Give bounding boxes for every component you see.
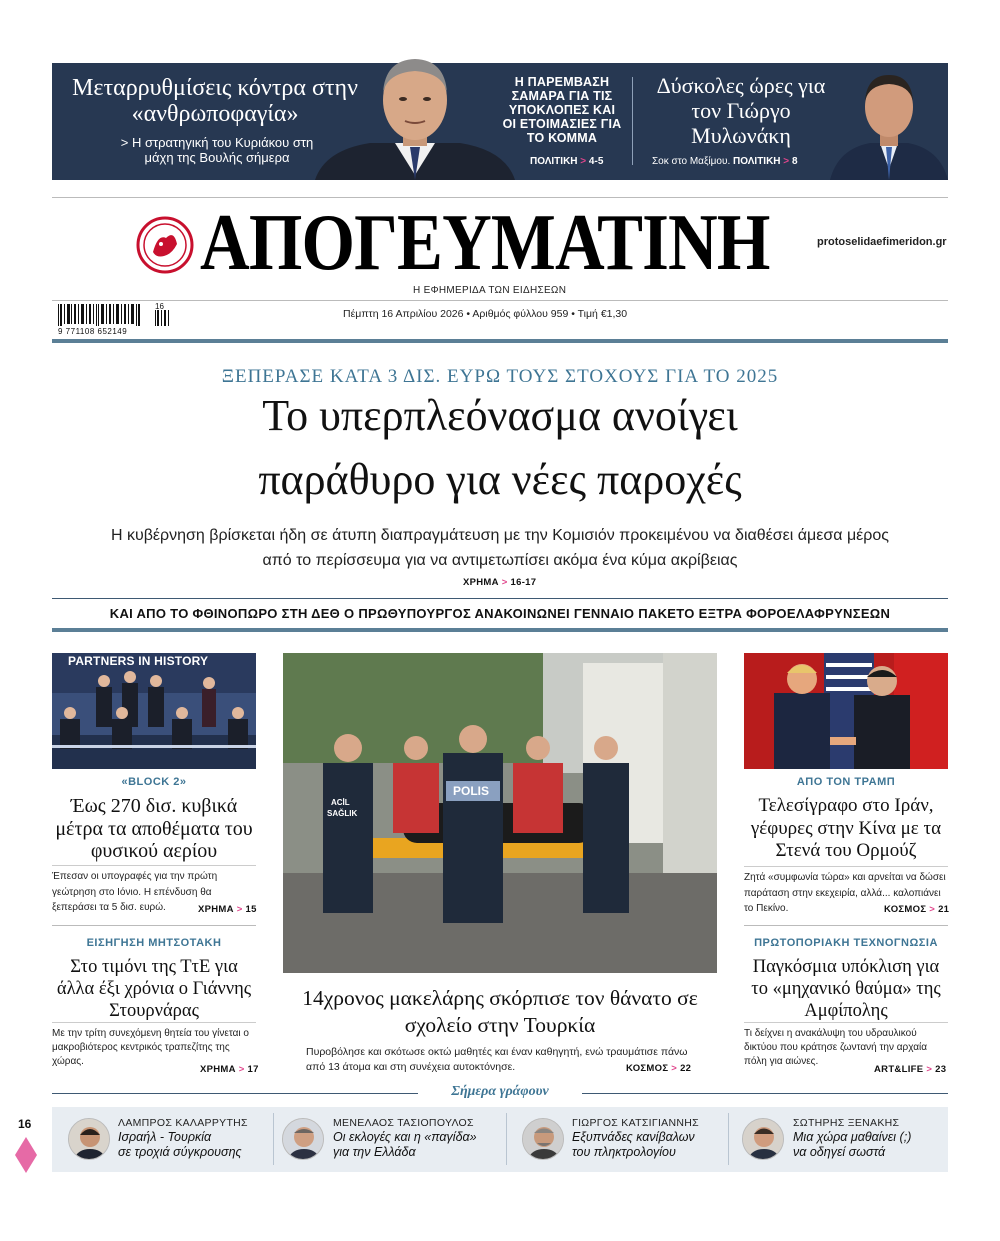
right-story2-body: Τι δείχνει η ανακάλυψη του υδραυλικού δικτύου που κράτησε ζωντανή την αρχαία πόλη για αιώνες. <box>744 1028 927 1067</box>
banner-center-pages: 4-5 <box>588 156 604 167</box>
left-story2-kicker: ΕΙΣΗΓΗΣΗ ΜΗΤΣΟΤΑΚΗ <box>86 937 222 949</box>
signing-photo-caption: PARTNERS IN HISTORY <box>68 654 209 668</box>
left-story2-section: ΧΡΗΜΑ <box>200 1064 236 1075</box>
writer-3-avatar <box>522 1118 564 1160</box>
right-story2-headline[interactable]: Παγκόσμια υπόκλιση για το «μηχανικό θαύμα» της Αμφίπολης <box>751 957 941 1021</box>
barcode-addon: 16 <box>155 302 164 311</box>
signing-photo-image <box>52 653 256 769</box>
left-story1-headline[interactable]: Έως 270 δισ. κυβικά μέτρα τα αποθέματα του φυσικού αερίου <box>55 795 253 862</box>
right-story1-ref[interactable] <box>884 904 949 915</box>
writer-4-title-line2[interactable]: να οδηγεί σωστά <box>793 1145 886 1159</box>
banner-right-arrow: > <box>780 156 792 167</box>
today-label: Σήμερα γράφουν <box>418 1084 582 1104</box>
turkey-school-photo[interactable] <box>283 653 717 973</box>
writer-1-title-line1[interactable]: Ισραήλ - Τουρκία <box>118 1130 212 1144</box>
strap-top-rule <box>52 598 948 599</box>
lead-pages: 16-17 <box>510 577 537 588</box>
banner-divider <box>632 77 633 165</box>
right-divider <box>744 925 948 926</box>
watermark: protoselidaefimeridon.gr <box>817 236 947 248</box>
writer-4-name: ΣΩΤΗΡΗΣ ΞΕΝΑΚΗΣ <box>793 1117 900 1129</box>
left-story2-body: Με την τρίτη συνεχόμενη θητεία του γίνεται ο μακροβιότερος κεντρικός τραπεζίτης της χώρας. <box>52 1028 249 1067</box>
banner-center-arrow: > <box>577 156 589 167</box>
left-story1-body: Έπεσαν οι υπογραφές για την πρώτη γεώτρηση στο Ιόνιο. Η επένδυση θα ξεπεράσει τα 5 δισ. ευρώ. <box>52 871 218 913</box>
right-story2-pages: 23 <box>935 1064 947 1075</box>
trump-xi-photo[interactable] <box>744 653 948 769</box>
center-pages: 22 <box>680 1063 692 1074</box>
writer-2-title-line2[interactable]: για την Ελλάδα <box>333 1145 416 1159</box>
left-story2-arrow: > <box>235 1064 248 1075</box>
right-story1-body: Ζητά «συμφωνία τώρα» και αρνείται να δώσει παράταση στην εκεχειρία, αλλά... καλοπιάνει το Πεκίνο. <box>744 872 946 914</box>
center-ref[interactable] <box>626 1063 691 1074</box>
left-story1-arrow: > <box>233 904 246 915</box>
strap-bottom-rule <box>52 628 948 632</box>
top-banner <box>52 63 948 180</box>
right-story2-arrow: > <box>923 1064 936 1075</box>
center-body: Πυροβόλησε και σκότωσε οκτώ μαθητές και έναν καθηγητή, ενώ τραυμάτισε πάνω από 13 άτομα και στη συνέχεια αυτοκτόνησε. <box>306 1046 688 1073</box>
lead-kicker: ΞΕΠΕΡΑΣΕ ΚΑΤΑ 3 ΔΙΣ. ΕΥΡΩ ΤΟΥΣ ΣΤΟΧΟΥΣ ΓΙΑ ΤΟ 2025 <box>221 366 779 387</box>
banner-right-section: ΠΟΛΙΤΙΚΗ <box>733 156 781 167</box>
photo-vest-polis: POLIS <box>453 784 490 798</box>
lead-top-rule <box>52 339 948 343</box>
writer-2-avatar <box>282 1118 324 1160</box>
right-story1-arrow: > <box>926 904 939 915</box>
lead-deck: Η κυβέρνηση βρίσκεται ήδη σε άτυπη διαπραγμάτευση με την Κομισιόν προκειμένου να διαθέσει άμεσα μέρος από το περίσσευμα για να αντιμετωπίσει ακόμα ένα κύμα ακρίβειας <box>110 527 890 569</box>
left-story1-rule <box>52 865 256 866</box>
right-story1-kicker: ΑΠΟ ΤΟΝ ΤΡΑΜΠ <box>796 776 896 788</box>
writer-1-name: ΛΑΜΠΡΟΣ ΚΑΛΑΡΡΥΤΗΣ <box>118 1117 248 1129</box>
right-story1-rule <box>744 866 948 867</box>
writer-divider <box>728 1113 729 1165</box>
left-divider <box>52 925 256 926</box>
page-number: 16 <box>18 1117 32 1131</box>
masthead-emblem-icon <box>136 216 194 274</box>
lead-section: ΧΡΗΜΑ <box>463 577 499 588</box>
lead-headline-line2[interactable]: παράθυρο για νέες παροχές <box>258 455 742 504</box>
mylonakis-portrait <box>830 69 948 180</box>
barcode-number: 9 771108 652149 <box>58 327 128 336</box>
trump-xi-photo-image <box>744 653 948 769</box>
lead-strap: ΚΑΙ ΑΠΟ ΤΟ ΦΘΙΝΟΠΩΡΟ ΣΤΗ ΔΕΘ Ο ΠΡΩΘΥΠΟΥΡΓΟΣ ΑΝΑΚΟΙΝΩΝΕΙ ΓΕΝΝΑΙΟ ΠΑΚΕΤΟ ΕΞΤΡΑ ΦΟΡΟΕΛΑΦΡΥΝΣΕΩΝ <box>109 606 891 621</box>
banner-left-sub: > Η στρατηγική του Κυριάκου στη μάχη της Βουλής σήμερα <box>120 135 314 165</box>
writer-2-title-line1[interactable]: Οι εκλογές και η «παγίδα» <box>333 1130 477 1144</box>
lead-ref[interactable] <box>463 577 536 588</box>
writer-3-title-line1[interactable]: Εξυπνάδες κανίβαλων <box>572 1130 695 1144</box>
right-story2-section: ART&LIFE <box>874 1064 924 1075</box>
today-strip <box>52 1107 948 1172</box>
writer-1-avatar <box>68 1118 110 1160</box>
right-story2-kicker: ΠΡΩΤΟΠΟΡΙΑΚΗ ΤΕΧΝΟΓΝΩΣΙΑ <box>754 937 938 949</box>
writer-divider <box>273 1113 274 1165</box>
writer-2-name: ΜΕΝΕΛΑΟΣ ΤΑΣΙΟΠΟΥΛΟΣ <box>333 1117 474 1129</box>
banner-right-sub: Σοκ στο Μαξίμου. <box>652 156 731 167</box>
writer-3-name: ΓΙΩΡΓΟΣ ΚΑΤΣΙΓΙΑΝΝΗΣ <box>572 1117 699 1129</box>
left-story2-rule <box>52 1022 256 1023</box>
lead-arrow: > <box>498 577 511 588</box>
banner-center-ref[interactable] <box>530 156 603 167</box>
masthead-title: ΑΠΟΓΕΥΜΑΤΙΝΗ <box>200 199 770 287</box>
right-story2-ref[interactable] <box>874 1064 946 1075</box>
issue-line: Πέμπτη 16 Απριλίου 2026 • Αριθμός φύλλου 959 • Τιμή €1,30 <box>343 308 628 320</box>
prime-minister-portrait <box>315 55 515 180</box>
pink-diamond-icon <box>15 1137 37 1173</box>
writer-1-title-line2[interactable]: σε τροχιά σύγκρουσης <box>118 1145 242 1159</box>
signing-photo[interactable] <box>52 653 256 769</box>
photo-vest-acil: ACİL <box>331 798 350 807</box>
writer-3-title-line2[interactable]: του πληκτρολογίου <box>572 1145 676 1159</box>
left-story1-ref[interactable] <box>198 904 257 915</box>
right-story1-section: ΚΟΣΜΟΣ <box>884 904 927 915</box>
photo-vest-saglik: SAĞLIK <box>327 809 358 818</box>
banner-right-pages: 8 <box>791 156 798 167</box>
banner-left-headline[interactable]: Μεταρρυθμίσεις κόντρα στην «ανθρωποφαγία» <box>72 75 358 127</box>
banner-right-ref[interactable] <box>652 156 798 167</box>
left-story1-section: ΧΡΗΜΑ <box>198 904 234 915</box>
lead-headline-line1[interactable]: Το υπερπλεόνασμα ανοίγει <box>262 391 738 440</box>
banner-center-headline[interactable]: Η ΠΑΡΕΜΒΑΣΗ ΣΑΜΑΡΑ ΓΙΑ ΤΙΣ ΥΠΟΚΛΟΠΕΣ ΚΑΙ ΟΙ ΕΤΟΙΜΑΣΙΕΣ ΓΙΑ ΤΟ ΚΟΜΜΑ <box>502 75 622 145</box>
left-story1-kicker: «BLOCK 2» <box>121 776 187 788</box>
writer-4-title-line1[interactable]: Μια χώρα μαθαίνει (;) <box>793 1130 912 1144</box>
right-story2-rule <box>744 1022 948 1023</box>
banner-right-headline[interactable]: Δύσκολες ώρες για τον Γιώργο Μυλωνάκη <box>656 73 826 148</box>
right-story1-headline[interactable]: Τελεσίγραφο στο Ιράν, γέφυρες στην Κίνα με τα Στενά του Ορμούζ <box>750 795 942 861</box>
left-story1-pages: 15 <box>245 904 257 915</box>
writer-4-avatar <box>742 1118 784 1160</box>
left-story2-headline[interactable]: Στο τιμόνι της ΤτΕ για άλλα έξι χρόνια ο Γιάννης Στουρνάρας <box>56 957 252 1021</box>
masthead-bottom-rule <box>52 300 948 301</box>
center-section: ΚΟΣΜΟΣ <box>626 1063 669 1074</box>
banner-center-section: ΠΟΛΙΤΙΚΗ <box>530 156 578 167</box>
masthead-top-rule <box>52 197 948 198</box>
masthead-tagline: Η ΕΦΗΜΕΡΙΔΑ ΤΩΝ ΕΙΔΗΣΕΩΝ <box>413 285 567 296</box>
left-story2-pages: 17 <box>247 1064 259 1075</box>
right-story1-pages: 21 <box>938 904 950 915</box>
left-story2-ref[interactable] <box>200 1064 259 1075</box>
writer-divider <box>506 1113 507 1165</box>
center-arrow: > <box>668 1063 681 1074</box>
center-headline[interactable]: 14χρονος μακελάρης σκόρπισε τον θάνατο σε σχολείο στην Τουρκία <box>302 986 698 1037</box>
